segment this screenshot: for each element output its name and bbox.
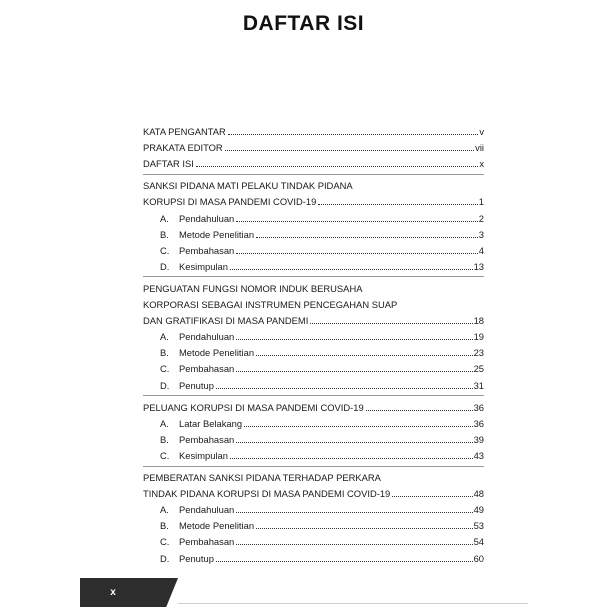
toc-page-number: 2: [478, 212, 484, 224]
toc-item-letter: D.: [160, 379, 170, 391]
dot-leader: [230, 458, 473, 459]
toc-subsection-row: [160, 378, 484, 392]
toc-front-matter-row: [143, 156, 484, 170]
toc-page-number: vii: [475, 142, 484, 154]
dot-leader: [236, 544, 472, 545]
toc-subsection-row: [160, 518, 484, 532]
toc-entry-label: Metode Penelitian: [179, 228, 255, 240]
toc-subsection-row: [160, 432, 484, 446]
toc-subsection-row: [160, 345, 484, 359]
dot-leader: [236, 221, 478, 222]
section-divider: [143, 466, 484, 467]
toc-entry-label: TINDAK PIDANA KORUPSI DI MASA PANDEMI COVID-19: [143, 488, 391, 500]
toc-entry-label: Metode Penelitian: [179, 347, 255, 359]
toc-page-number: 3: [478, 228, 484, 240]
toc-item-letter: C.: [160, 363, 170, 375]
toc-item-letter: A.: [160, 331, 169, 343]
toc-item-letter: C.: [160, 536, 170, 548]
toc-entry-label: Pembahasan: [179, 363, 235, 375]
dot-leader: [256, 237, 478, 238]
toc-chapter-title-line: [143, 400, 484, 414]
toc-entry-label: SANKSI PIDANA MATI PELAKU TINDAK PIDANA: [143, 180, 353, 192]
dot-leader: [244, 426, 472, 427]
toc-page-number: 36: [473, 401, 484, 413]
dot-leader: [236, 253, 478, 254]
toc-entry-label: Pembahasan: [179, 536, 235, 548]
dot-leader: [225, 150, 474, 151]
toc-page-number: 60: [473, 552, 484, 564]
toc-subsection-row: [160, 243, 484, 257]
footer-rule: [178, 603, 528, 604]
dot-leader: [236, 512, 472, 513]
toc-chapter-title-line: [143, 470, 484, 484]
toc-front-matter-row: [143, 140, 484, 154]
toc-entry-label: Penutup: [179, 379, 214, 391]
toc-entry-label: Pendahuluan: [179, 331, 235, 343]
toc-item-letter: A.: [160, 417, 169, 429]
dot-leader: [318, 204, 477, 205]
dot-leader: [216, 561, 473, 562]
toc-subsection-row: [160, 416, 484, 430]
dot-leader: [366, 410, 473, 411]
section-divider: [143, 276, 484, 277]
toc-item-letter: B.: [160, 520, 169, 532]
toc-page-number: 13: [473, 260, 484, 272]
toc-subsection-row: [160, 227, 484, 241]
dot-leader: [230, 269, 473, 270]
toc-subsection-row: [160, 361, 484, 375]
toc-entry-label: PEMBERATAN SANKSI PIDANA TERHADAP PERKARA: [143, 472, 381, 483]
toc-entry-label: Pendahuluan: [179, 504, 235, 516]
toc-entry-label: Pembahasan: [179, 433, 235, 445]
toc-chapter-title-line: [143, 194, 484, 208]
toc-page-number: 4: [478, 244, 484, 256]
toc-page-number: 25: [473, 363, 484, 375]
dot-leader: [236, 442, 472, 443]
toc-entry-label: Kesimpulan: [179, 260, 228, 272]
toc-page-number: v: [479, 126, 484, 137]
dot-leader: [256, 528, 473, 529]
dot-leader: [392, 496, 472, 497]
dot-leader: [256, 355, 473, 356]
dot-leader: [236, 371, 472, 372]
toc-subsection-row: [160, 502, 484, 516]
toc-page-number: 31: [473, 379, 484, 391]
toc-entry-label: KORPORASI SEBAGAI INSTRUMEN PENCEGAHAN SUAP: [143, 299, 398, 310]
dot-leader: [196, 166, 478, 167]
toc-subsection-row: [160, 211, 484, 225]
toc-page-number: 36: [473, 417, 484, 429]
toc-entry-label: Penutup: [179, 552, 214, 564]
toc-chapter-title-line: [143, 178, 484, 192]
toc-page-number: 18: [473, 315, 484, 327]
toc-entry-label: DAFTAR ISI: [143, 158, 194, 170]
toc-item-letter: A.: [160, 212, 169, 224]
toc-item-letter: B.: [160, 228, 169, 240]
toc-page-number: 54: [473, 536, 484, 548]
toc-page-number: 1: [478, 196, 484, 208]
toc-subsection-row: [160, 448, 484, 462]
toc-item-letter: C.: [160, 449, 170, 461]
toc-front-matter-row: [143, 124, 484, 138]
toc-entry-label: Pendahuluan: [179, 212, 235, 224]
toc-chapter-title-line: [143, 313, 484, 327]
toc-item-letter: C.: [160, 244, 170, 256]
toc-page-number: 48: [473, 488, 484, 500]
toc-entry-label: PRAKATA EDITOR: [143, 142, 223, 154]
toc-entry-label: Metode Penelitian: [179, 520, 255, 532]
toc-page-number: 49: [473, 504, 484, 516]
toc-entry-label: Kesimpulan: [179, 449, 228, 461]
toc-subsection-row: [160, 551, 484, 565]
footer-page-number: x: [110, 587, 116, 598]
toc-page-number: 39: [473, 433, 484, 445]
toc-subsection-row: [160, 259, 484, 273]
toc-chapter-title-line: [143, 281, 484, 295]
toc-subsection-row: [160, 329, 484, 343]
toc-item-letter: A.: [160, 504, 169, 516]
section-divider: [143, 395, 484, 396]
toc-page-number: 19: [473, 331, 484, 343]
toc-item-letter: D.: [160, 552, 170, 564]
toc-page-number: 23: [473, 347, 484, 359]
dot-leader: [216, 388, 473, 389]
toc-entry-label: PELUANG KORUPSI DI MASA PANDEMI COVID-19: [143, 401, 364, 413]
section-divider: [143, 174, 484, 175]
toc-entry-label: KATA PENGANTAR: [143, 126, 226, 137]
toc-entry-label: KORUPSI DI MASA PANDEMI COVID-19: [143, 196, 317, 208]
toc-chapter-title-line: [143, 486, 484, 500]
toc-page-number: x: [479, 158, 484, 170]
toc-entry-label: Pembahasan: [179, 244, 235, 256]
toc-entry-label: PENGUATAN FUNGSI NOMOR INDUK BERUSAHA: [143, 282, 363, 294]
dot-leader: [228, 134, 478, 135]
dot-leader: [236, 339, 472, 340]
toc-item-letter: B.: [160, 433, 169, 445]
toc-entry-label: DAN GRATIFIKASI DI MASA PANDEMI: [143, 315, 309, 327]
toc-subsection-row: [160, 534, 484, 548]
toc-entry-label: Latar Belakang: [179, 417, 243, 429]
toc-chapter-title-line: [143, 297, 484, 311]
toc-page-number: 53: [473, 520, 484, 532]
toc-item-letter: B.: [160, 347, 169, 359]
page-title: DAFTAR ISI: [242, 12, 365, 35]
toc-item-letter: D.: [160, 260, 170, 272]
dot-leader: [310, 323, 472, 324]
toc-page-number: 43: [473, 449, 484, 461]
